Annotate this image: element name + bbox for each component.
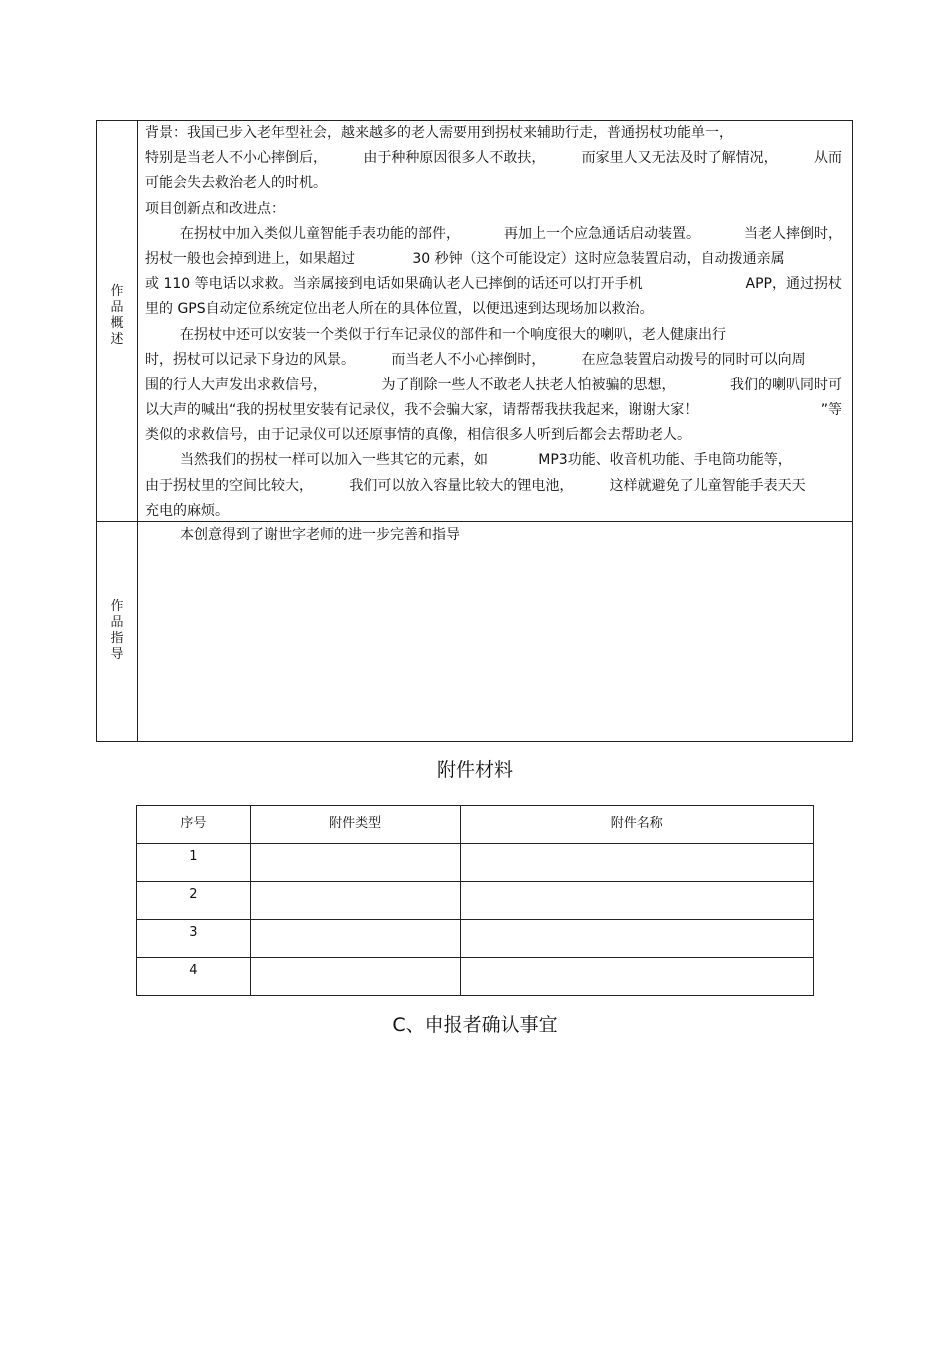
- summary-text-segment: 这样就避免了儿童智能手表天天: [609, 477, 806, 494]
- attachment-name-cell[interactable]: [460, 958, 813, 996]
- summary-line: [145, 197, 842, 222]
- column-header-index: 序号: [137, 806, 251, 844]
- summary-text-segment: 以大声的喊出“我的拐杖里安装有记录仪，我不会骗大家，请帮帮我扶我起来，谢谢大家！: [145, 402, 699, 419]
- summary-text: [145, 121, 842, 524]
- summary-line: [145, 373, 842, 398]
- summary-text-segment: 类似的求救信号，由于记录仪可以还原事情的真像，相信很多人听到后都会去帮助老人。: [145, 427, 691, 444]
- summary-text-segment: 而当老人不小心摔倒时，: [391, 351, 546, 368]
- attachment-name-cell[interactable]: [460, 882, 813, 920]
- summary-text-segment: 围的行人大声发出求救信号，: [145, 376, 327, 393]
- table-row: [137, 882, 814, 920]
- summary-line: [145, 448, 842, 473]
- attachments-title: 附件材料: [436, 759, 513, 781]
- summary-text-segment: 项目创新点和改进点：: [145, 200, 285, 217]
- summary-text-segment: 背景：我国已步入老年型社会，越来越多的老人需要用到拐杖来辅助行走，普通拐杖功能单一，: [145, 125, 733, 141]
- attachments-table: [136, 805, 814, 996]
- summary-text-segment: ”等: [820, 402, 842, 419]
- summary-text-segment: 我们可以放入容量比较大的锂电池，: [349, 477, 574, 494]
- summary-line: [145, 474, 842, 499]
- summary-line: [145, 297, 842, 322]
- summary-text-segment: 在拐杖中还可以安装一个类似于行车记录仪的部件和一个响度很大的喇叭，老人健康出行: [180, 326, 726, 343]
- summary-text-segment: 从而: [813, 150, 842, 167]
- summary-text-segment: 由于拐杖里的空间比较大，: [145, 477, 313, 494]
- attachment-type-cell[interactable]: [250, 882, 460, 920]
- project-form-table: [96, 120, 853, 742]
- guide-text: [145, 523, 842, 548]
- summary-line: [145, 222, 842, 247]
- summary-line: [145, 499, 842, 524]
- row-index: 1: [137, 844, 251, 882]
- guide-row-label: 作 品 指 导: [110, 599, 124, 662]
- summary-text-segment: 拐杖一般也会掉到进上，如果超过: [145, 250, 355, 267]
- table-row: [137, 958, 814, 996]
- summary-line: [145, 348, 842, 373]
- summary-text-segment: 由于种种原因很多人不敢扶，: [363, 150, 546, 167]
- summary-text-segment: 时，拐杖可以记录下身边的风景。: [145, 351, 355, 368]
- summary-text-segment: 我们的喇叭同时可: [730, 376, 842, 393]
- table-row: [137, 920, 814, 958]
- summary-text-segment: 30 秒钟（这个可能设定）这时应急装置启动，自动拨通亲属: [412, 250, 785, 267]
- guide-line: 本创意得到了谢世字老师的进一步完善和指导: [180, 527, 460, 543]
- column-header-type: 附件类型: [250, 806, 460, 844]
- summary-text-segment: 在拐杖中加入类似儿童智能手表功能的部件，: [180, 225, 460, 242]
- summary-line: [145, 398, 842, 423]
- summary-text-segment: 再加上一个应急通话启动装置。: [504, 225, 700, 242]
- attachment-type-cell[interactable]: [250, 958, 460, 996]
- table-row: [137, 844, 814, 882]
- label-column-divider: [137, 121, 138, 741]
- summary-text-segment: 充电的麻烦。: [145, 502, 229, 519]
- summary-text-segment: 当老人摔倒时，: [744, 225, 842, 242]
- summary-text-segment: 为了削除一些人不敢老人扶老人怕被骗的思想，: [381, 376, 676, 393]
- summary-line: [145, 272, 842, 297]
- summary-line: [145, 423, 842, 448]
- summary-line: [145, 171, 842, 196]
- row-index: 2: [137, 882, 251, 920]
- row-index: 3: [137, 920, 251, 958]
- column-header-name: 附件名称: [460, 806, 813, 844]
- section-c-title: C、申报者确认事宜: [392, 1014, 558, 1036]
- summary-text-segment: 当然我们的拐杖一样可以加入一些其它的元素，如: [180, 452, 488, 469]
- attachment-type-cell[interactable]: [250, 844, 460, 882]
- summary-text-segment: 特别是当老人不小心摔倒后，: [145, 150, 327, 167]
- attachment-name-cell[interactable]: [460, 844, 813, 882]
- row-index: 4: [137, 958, 251, 996]
- summary-text-segment: 可能会失去救治老人的时机。: [145, 175, 327, 192]
- summary-text-segment: 或 110 等电话以求救。当亲属接到电话如果确认老人已摔倒的话还可以打开手机: [145, 276, 643, 293]
- summary-line: [145, 146, 842, 171]
- summary-text-segment: 里的 GPS自动定位系统定位出老人所在的具体位置，以便迅速到达现场加以救治。: [145, 301, 654, 318]
- summary-line: [145, 247, 842, 272]
- attachment-type-cell[interactable]: [250, 920, 460, 958]
- summary-text-segment: MP3功能、收音机功能、手电筒功能等，: [538, 452, 792, 469]
- table-header-row: [137, 806, 814, 844]
- summary-text-segment: 在应急装置启动拨号的同时可以向周: [581, 351, 806, 368]
- summary-text-segment: 而家里人又无法及时了解情况，: [581, 150, 778, 167]
- attachment-name-cell[interactable]: [460, 920, 813, 958]
- summary-line: [145, 323, 842, 348]
- summary-row-label: 作 品 概 述: [110, 284, 124, 347]
- summary-line: [145, 121, 842, 146]
- summary-text-segment: APP，通过拐杖: [745, 276, 842, 293]
